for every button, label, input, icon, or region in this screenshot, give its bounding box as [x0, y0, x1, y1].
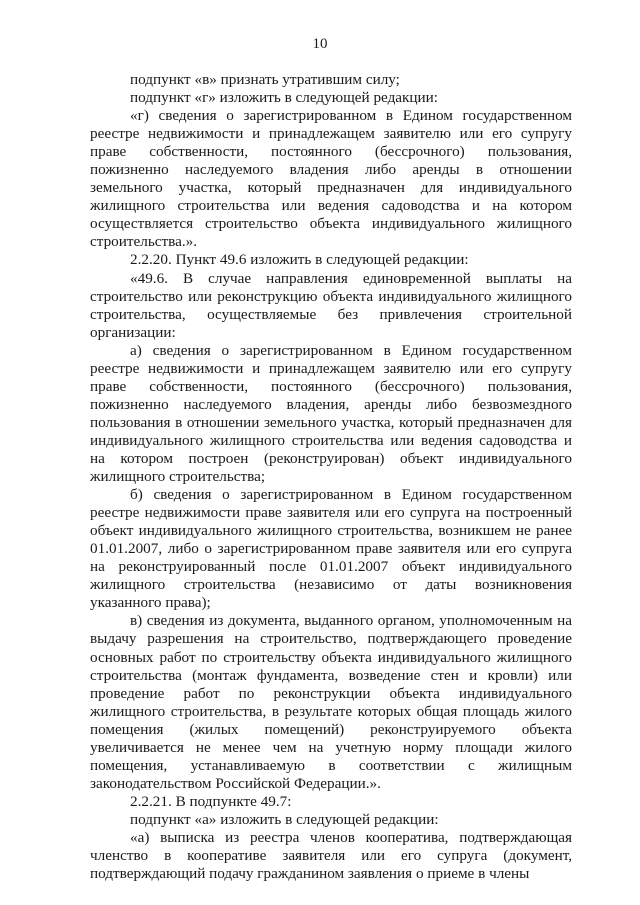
paragraph-subpoint-v: подпункт «в» признать утратившим силу; — [130, 71, 400, 88]
paragraph-subpoint-a-text: «а) выписка из реестра членов кооператива, подтверждающая членство в кооперативе заявителя или его супруга (документ, подтверждающий подачу гражданином заявления о приеме в члены — [90, 828, 572, 883]
paragraph-subpoint-g-intro: подпункт «г» изложить в следующей редакции: — [130, 89, 439, 107]
paragraph-subpoint-g-text: «г) сведения о зарегистрированном в Едином государственном реестре недвижимости и принадлежащем заявителю или его супругу праве собственности, постоянного (бессрочного) пользования, пожизненно наследуемого владения либо аренды в отношении земельного участка, который предназначен для индивидуального жилищного строительства или ведения садоводства и на котором осуществляется строительство объекта индивидуального жилищного строительства.». — [90, 107, 572, 251]
paragraph-2-2-20: 2.2.20. Пункт 49.6 изложить в следующей редакции: — [130, 251, 469, 269]
paragraph-2-2-21: 2.2.21. В подпункте 49.7: — [130, 792, 292, 810]
paragraph-49-6: «49.6. В случае направления единовременной выплаты на строительство или реконструкцию объекта индивидуального жилищного строительства, осуществляемые без привлечения строительной организации: — [90, 269, 572, 341]
paragraph-item-b: б) сведения о зарегистрированном в Едином государственном реестре недвижимости праве заявителя или его супруга на построенный объект индивидуального жилищного строительства, возникшем не ранее 01.01.2007, либо о зарегистрированном праве заявителя или его супруга на реконструированный после 01.01.2007 объект индивидуального жилищного строительства (независимо от даты возникновения указанного права); — [90, 486, 572, 612]
paragraph-subpoint-a-intro: подпункт «а» изложить в следующей редакции: — [130, 810, 439, 828]
paragraph-item-v: в) сведения из документа, выданного органом, уполномоченным на выдачу разрешения на строительство, подтверждающего проведение основных работ по строительству объекта индивидуального жилищного строительства (монтаж фундамента, возведение стен и кровли) или проведение работ по реконструкции объекта индивидуального жилищного строительства, в результате которых общая площадь жилого помещения (жилых помещений) реконструируемого объекта увеличивается не менее чем на учетную норму площади жилого помещения, устанавливаемую в соответствии с жилищным законодательством Российской Федерации.». — [90, 612, 572, 792]
document-body — [90, 71, 572, 883]
page-number: 10 — [312, 36, 328, 52]
paragraph-item-a: а) сведения о зарегистрированном в Едином государственном реестре недвижимости и принадлежащем заявителю или его супругу праве собственности, постоянного (бессрочного) пользования, пожизненно наследуемого владения, аренды либо безвозмездного пользования в отношении земельного участка, который предназначен для индивидуального жилищного строительства или ведения садоводства и на котором построен (реконструирован) объект индивидуального жилищного строительства; — [90, 341, 572, 486]
